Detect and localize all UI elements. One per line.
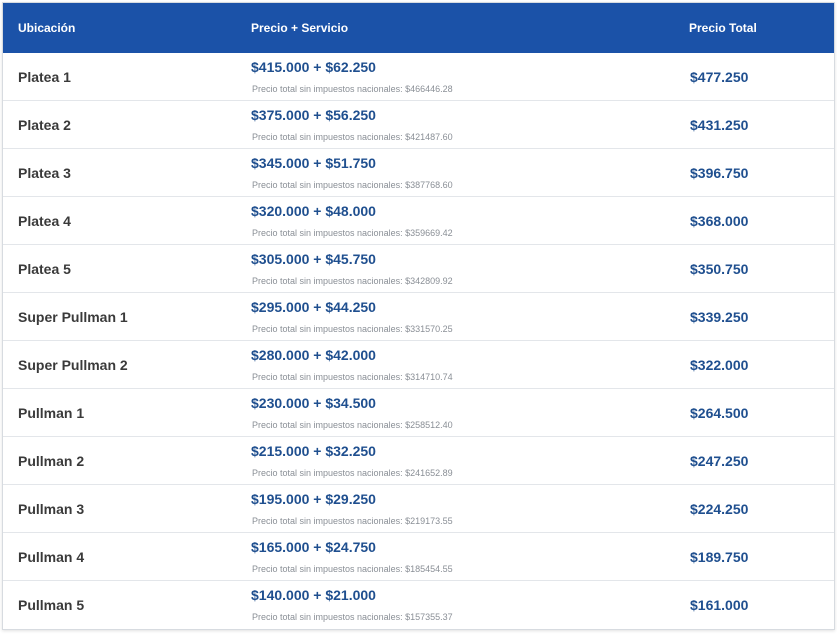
row-total: $396.750 [690,165,749,181]
row-location: Super Pullman 2 [18,357,128,373]
row-price-note: Precio total sin impuestos nacionales: $466446.28 [252,84,453,94]
row-price-note: Precio total sin impuestos nacionales: $342809.92 [252,276,453,286]
row-total: $189.750 [690,549,749,565]
row-price-note: Precio total sin impuestos nacionales: $241652.89 [252,468,453,478]
row-price-service: $195.000 + $29.250 [251,491,376,507]
table-body [3,53,834,629]
table-row [3,533,834,581]
row-price-service: $295.000 + $44.250 [251,299,376,315]
row-price-service: $280.000 + $42.000 [251,347,376,363]
row-location: Platea 4 [18,213,71,229]
table-row [3,485,834,533]
row-total: $350.750 [690,261,749,277]
header-total: Precio Total [689,21,757,35]
row-price-note: Precio total sin impuestos nacionales: $314710.74 [252,372,453,382]
row-location: Super Pullman 1 [18,309,128,325]
table-row [3,437,834,485]
header-location: Ubicación [18,21,76,35]
row-location: Pullman 5 [18,597,85,613]
table-row [3,101,834,149]
row-price-service: $320.000 + $48.000 [251,203,376,219]
row-total: $322.000 [690,357,749,373]
row-location: Pullman 4 [18,549,85,565]
row-price-service: $375.000 + $56.250 [251,107,376,123]
table-header [3,3,834,53]
row-location: Pullman 1 [18,405,85,421]
table-row [3,53,834,101]
row-price-service: $165.000 + $24.750 [251,539,376,555]
header-price-service: Precio + Servicio [251,21,349,35]
row-total: $368.000 [690,213,749,229]
row-location: Platea 5 [18,261,71,277]
row-price-note: Precio total sin impuestos nacionales: $387768.60 [252,180,453,190]
row-total: $161.000 [690,597,749,613]
row-price-note: Precio total sin impuestos nacionales: $421487.60 [252,132,453,142]
row-price-service: $230.000 + $34.500 [251,395,376,411]
row-total: $264.500 [690,405,749,421]
table-row [3,341,834,389]
table-row [3,389,834,437]
row-price-note: Precio total sin impuestos nacionales: $331570.25 [252,324,453,334]
row-location: Platea 2 [18,117,71,133]
row-total: $431.250 [690,117,749,133]
table-row [3,197,834,245]
row-price-note: Precio total sin impuestos nacionales: $185454.55 [252,564,453,574]
table-row [3,581,834,629]
row-price-note: Precio total sin impuestos nacionales: $359669.42 [252,228,453,238]
row-location: Platea 1 [18,69,71,85]
price-table [2,2,835,630]
row-location: Platea 3 [18,165,71,181]
row-total: $247.250 [690,453,749,469]
row-total: $339.250 [690,309,749,325]
row-price-note: Precio total sin impuestos nacionales: $258512.40 [252,420,453,430]
row-price-service: $305.000 + $45.750 [251,251,376,267]
table-row [3,293,834,341]
row-price-note: Precio total sin impuestos nacionales: $219173.55 [252,516,453,526]
row-price-service: $415.000 + $62.250 [251,59,376,75]
row-price-note: Precio total sin impuestos nacionales: $157355.37 [252,612,453,622]
row-total: $224.250 [690,501,749,517]
row-location: Pullman 3 [18,501,85,517]
row-total: $477.250 [690,69,749,85]
row-price-service: $215.000 + $32.250 [251,443,376,459]
row-location: Pullman 2 [18,453,85,469]
row-price-service: $140.000 + $21.000 [251,587,376,603]
table-row [3,149,834,197]
row-price-service: $345.000 + $51.750 [251,155,376,171]
table-row [3,245,834,293]
